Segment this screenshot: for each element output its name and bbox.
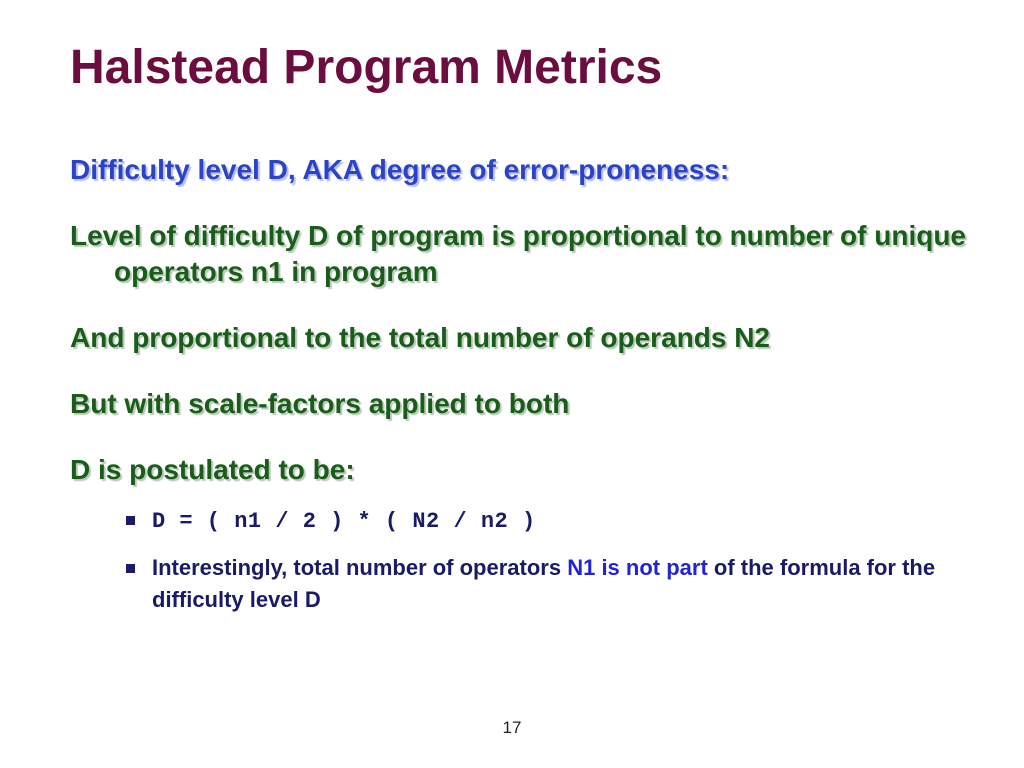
postulate-statement: D is postulated to be: [70,454,355,485]
note-text-start: Interestingly, total number of operators [152,555,568,580]
operands-statement: And proportional to the total number of operands N2 [70,322,770,353]
page-number: 17 [502,718,522,737]
difficulty-heading: Difficulty level D, AKA degree of error-proneness: [70,154,730,185]
note-text-end: of the formula for the difficulty level D [152,555,936,612]
square-bullet-icon [126,516,135,525]
formula-bullet [126,504,970,538]
bullet-list [70,504,970,616]
square-bullet-icon [126,564,135,573]
difficulty-formula: D = ( n1 / 2 ) * ( N2 / n2 ) [152,509,536,534]
difficulty-definition: Level of difficulty D of program is proportional to number of unique operators n1 in program [70,220,966,287]
slide-body [70,152,970,630]
scale-factors-statement: But with scale-factors applied to both [70,388,570,419]
note-emphasis: N1 is not part [567,555,708,580]
note-bullet [126,552,970,616]
slide-title: Halstead Program Metrics [70,41,663,94]
